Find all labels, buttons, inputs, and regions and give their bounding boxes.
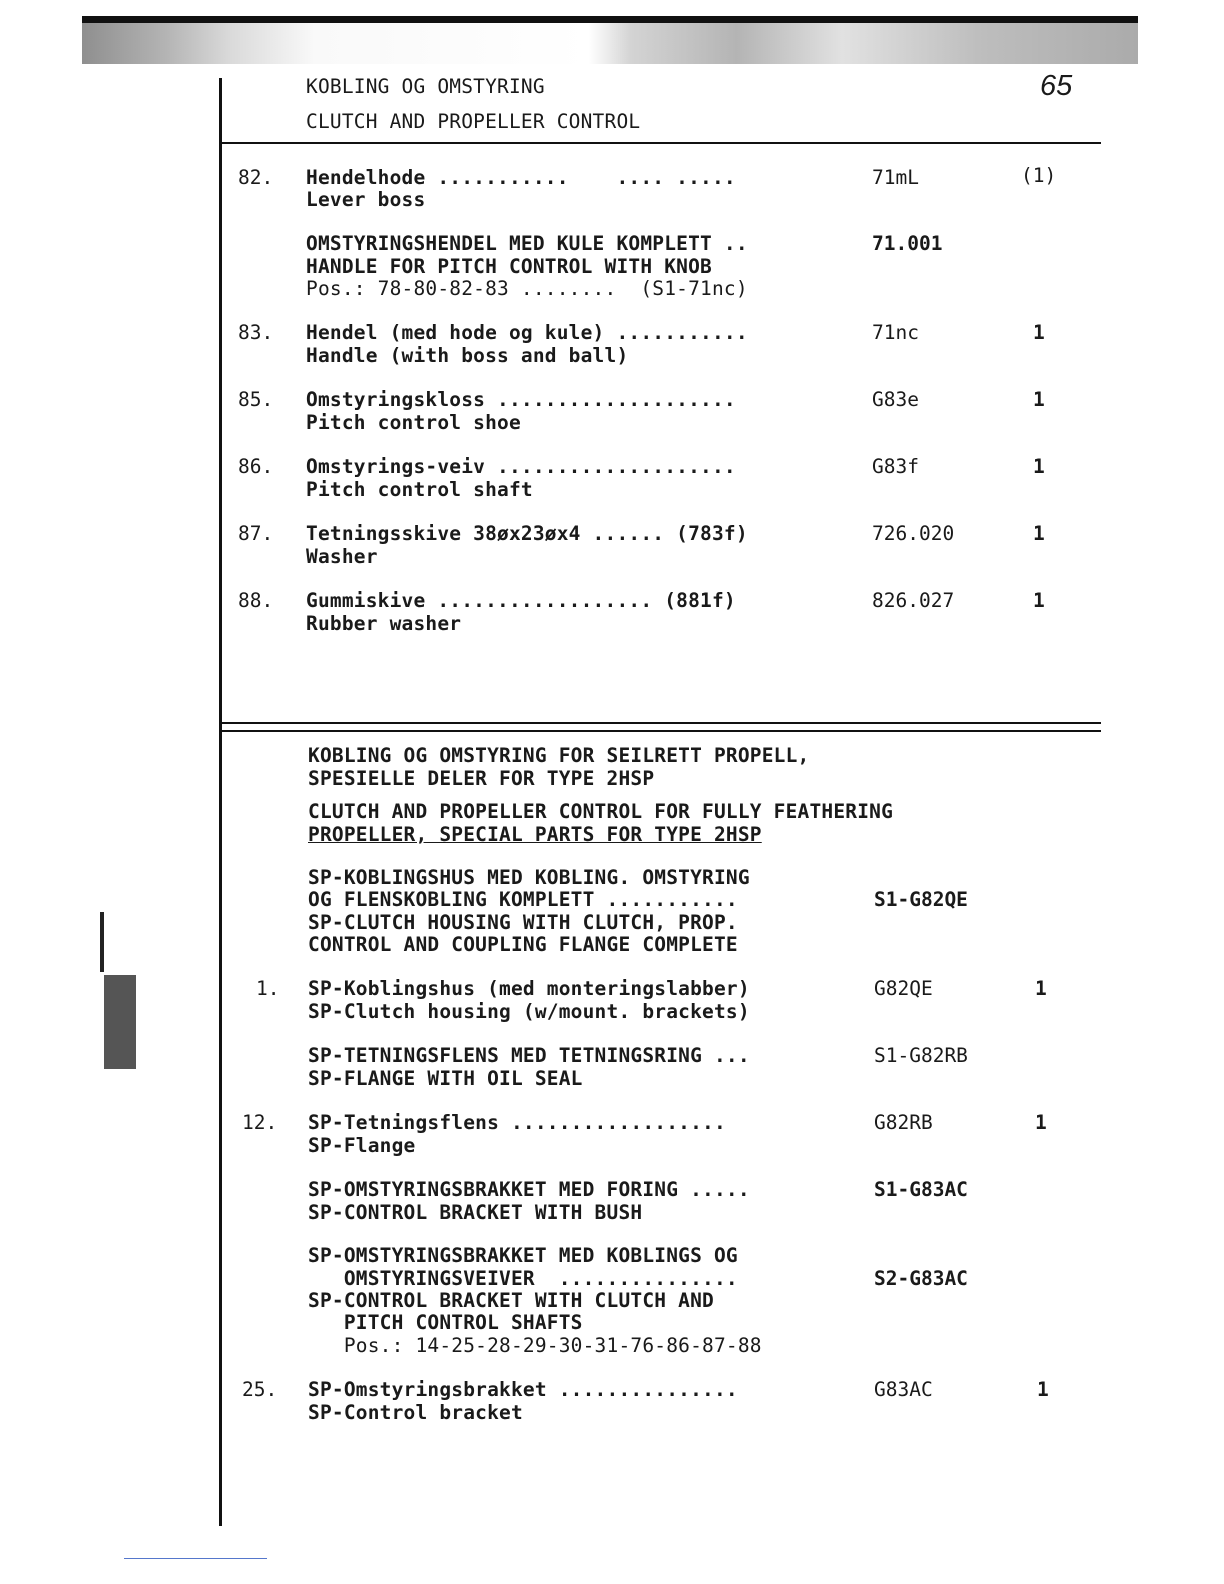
position-references: Pos.: 14-25-28-29-30-31-76-86-87-88 xyxy=(308,1334,762,1357)
description-no: Hendel (med hode og kule) ........... xyxy=(306,321,748,344)
margin-mark xyxy=(104,975,136,1069)
quantity: 1 xyxy=(1033,589,1045,612)
description-no: SP-Koblingshus (med monteringslabber) xyxy=(308,977,750,1000)
part-code: G83AC xyxy=(874,1378,933,1401)
description-no: SP-Tetningsflens .................. xyxy=(308,1111,726,1134)
description-no: SP-OMSTYRINGSBRAKKET MED KOBLINGS OG xyxy=(308,1244,738,1267)
part-code: 826.027 xyxy=(872,589,955,612)
description-en: SP-Flange xyxy=(308,1134,416,1157)
scan-top-line xyxy=(82,16,1138,23)
scan-edge-band xyxy=(82,16,1138,64)
header-divider xyxy=(219,142,1101,144)
description-no: OG FLENSKOBLING KOMPLETT ........... xyxy=(308,888,738,911)
description-en: HANDLE FOR PITCH CONTROL WITH KNOB xyxy=(306,255,712,278)
position-number: 85. xyxy=(238,388,274,411)
section-divider-bottom xyxy=(219,730,1101,732)
position-references: Pos.: 78-80-82-83 ........ (S1-71nc) xyxy=(306,277,748,300)
position-number: 86. xyxy=(238,455,274,478)
description-en: SP-Clutch housing (w/mount. brackets) xyxy=(308,1000,750,1023)
position-number: 82. xyxy=(238,166,274,189)
part-code: S1-G82QE xyxy=(874,888,968,911)
part-code: S2-G83AC xyxy=(874,1267,968,1290)
description-en: SP-CLUTCH HOUSING WITH CLUTCH, PROP. xyxy=(308,911,738,934)
description-en: Pitch control shaft xyxy=(306,478,533,501)
description-en: Handle (with boss and ball) xyxy=(306,344,629,367)
quantity: 1 xyxy=(1033,522,1045,545)
position-number: 83. xyxy=(238,321,274,344)
description-en: Lever boss xyxy=(306,188,426,211)
position-number: 12. xyxy=(242,1111,278,1134)
description-en: CONTROL AND COUPLING FLANGE COMPLETE xyxy=(308,933,738,956)
description-no: OMSTYRINGSHENDEL MED KULE KOMPLETT .. xyxy=(306,232,748,255)
part-code: 71mL xyxy=(872,166,919,189)
part-code: 726.020 xyxy=(872,522,955,545)
description-no: SP-KOBLINGSHUS MED KOBLING. OMSTYRING xyxy=(308,866,750,889)
description-no: SP-TETNINGSFLENS MED TETNINGSRING ... xyxy=(308,1044,750,1067)
description-en: SP-CONTROL BRACKET WITH BUSH xyxy=(308,1201,643,1224)
section2-title-no-line1: KOBLING OG OMSTYRING FOR SEILRETT PROPELL, xyxy=(308,744,810,767)
position-number: 87. xyxy=(238,522,274,545)
quantity: 1 xyxy=(1033,455,1045,478)
footer-rule xyxy=(124,1558,267,1559)
description-en: Pitch control shoe xyxy=(306,411,521,434)
section2-title-en-line1: CLUTCH AND PROPELLER CONTROL FOR FULLY FEATHERING xyxy=(308,800,894,823)
description-en: SP-FLANGE WITH OIL SEAL xyxy=(308,1067,583,1090)
section2-title-no-line2: SPESIELLE DELER FOR TYPE 2HSP xyxy=(308,767,655,790)
description-no: OMSTYRINGSVEIVER ............... xyxy=(308,1267,738,1290)
part-code: G83f xyxy=(872,455,919,478)
description-no: SP-Omstyringsbrakket ............... xyxy=(308,1378,738,1401)
quantity: 1 xyxy=(1033,388,1045,411)
title-norwegian: KOBLING OG OMSTYRING xyxy=(306,75,545,98)
description-en: Rubber washer xyxy=(306,612,462,635)
quantity: (1) xyxy=(1021,164,1057,187)
description-no: Omstyringskloss .................... xyxy=(306,388,736,411)
page-number: 65 xyxy=(1040,70,1073,102)
description-en: PITCH CONTROL SHAFTS xyxy=(308,1311,583,1334)
section-divider-top xyxy=(219,722,1101,724)
left-border-rule xyxy=(219,78,222,1526)
description-en: SP-Control bracket xyxy=(308,1401,523,1424)
part-code: G83e xyxy=(872,388,919,411)
description-no: Gummiskive .................. (881f) xyxy=(306,589,736,612)
description-no: Hendelhode ........... .... ..... xyxy=(306,166,736,189)
part-code: G82QE xyxy=(874,977,933,1000)
quantity: 1 xyxy=(1037,1378,1049,1401)
part-code: S1-G82RB xyxy=(874,1044,968,1067)
margin-mark xyxy=(100,912,104,972)
part-code: 71nc xyxy=(872,321,919,344)
part-code: S1-G83AC xyxy=(874,1178,968,1201)
description-no: Omstyrings-veiv .................... xyxy=(306,455,736,478)
title-english: CLUTCH AND PROPELLER CONTROL xyxy=(306,110,641,133)
description-en: SP-CONTROL BRACKET WITH CLUTCH AND xyxy=(308,1289,714,1312)
part-code: 71.001 xyxy=(872,232,943,255)
description-no: Tetningsskive 38øx23øx4 ...... (783f) xyxy=(306,522,748,545)
quantity: 1 xyxy=(1035,1111,1047,1134)
quantity: 1 xyxy=(1035,977,1047,1000)
quantity: 1 xyxy=(1033,321,1045,344)
position-number: 88. xyxy=(238,589,274,612)
part-code: G82RB xyxy=(874,1111,933,1134)
position-number: 25. xyxy=(242,1378,278,1401)
section2-title-en-line2: PROPELLER, SPECIAL PARTS FOR TYPE 2HSP xyxy=(308,823,762,846)
position-number: 1. xyxy=(256,977,280,1000)
description-en: Washer xyxy=(306,545,378,568)
description-no: SP-OMSTYRINGSBRAKKET MED FORING ..... xyxy=(308,1178,750,1201)
